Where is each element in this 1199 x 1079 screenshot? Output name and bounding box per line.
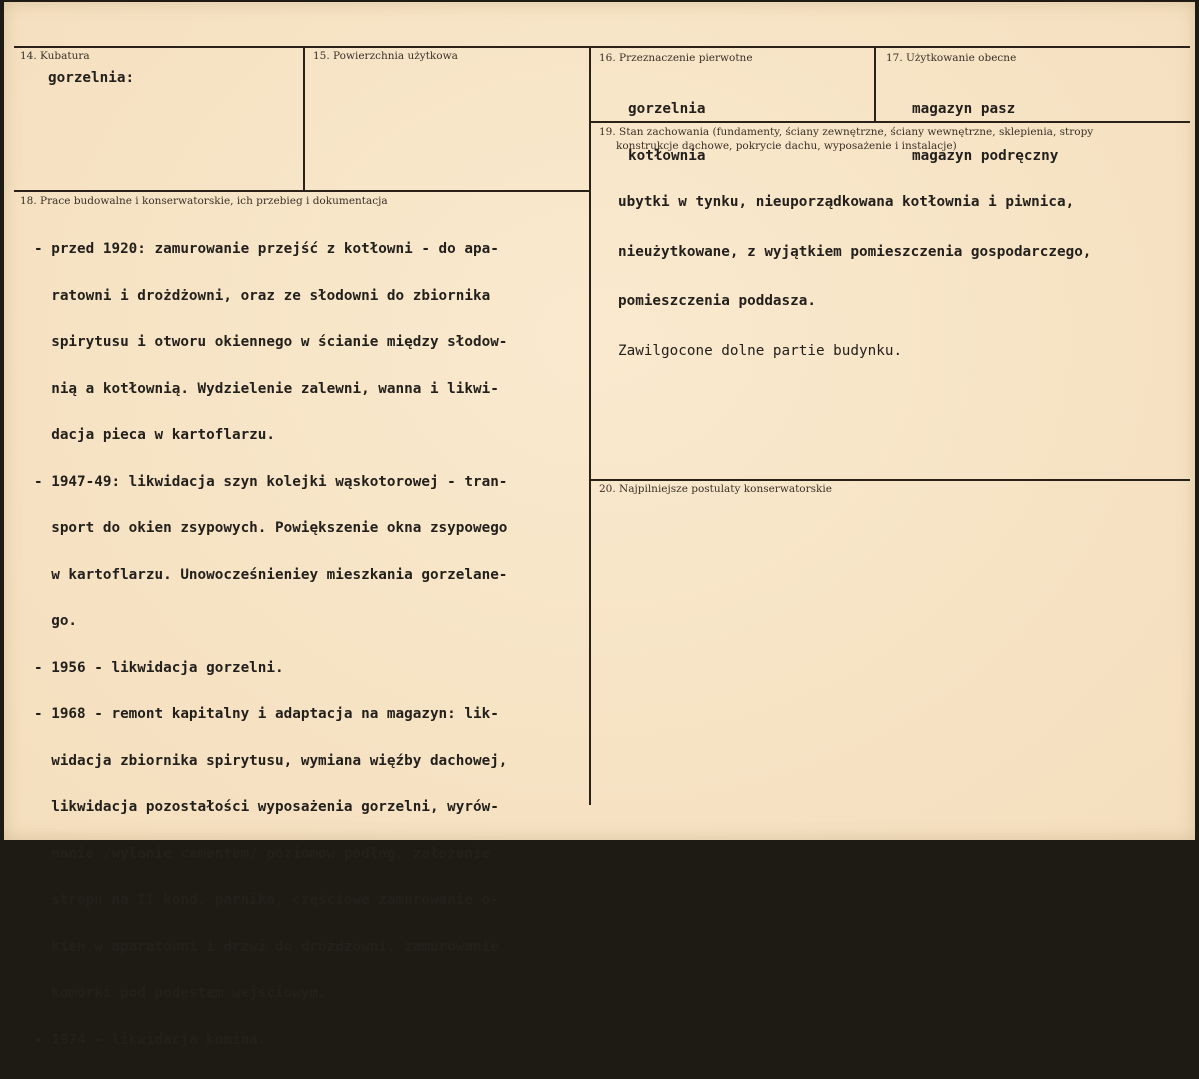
field-19-line: Zawilgocone dolne partie budynku. (618, 342, 903, 359)
field-18-line: stropu na II kond. parnika, częściowe zamurowanie o- (34, 892, 499, 908)
field-18-line: - przed 1920: zamurowanie przejść z kotłowni - do apa- (34, 241, 499, 257)
rule-above-20 (591, 479, 1190, 481)
field-18-line: - 1956 - likwidacja gorzelni. (34, 659, 284, 676)
field-19-label-line2: konstrukcje dachowe, pokrycie dachu, wyposażenie i instalacje) (616, 140, 957, 152)
field-15-label: 15. Powierzchnia użytkowa (313, 50, 458, 62)
field-18-line: nią a kotłownią. Wydzielenie zalewni, wanna i likwi- (34, 380, 499, 397)
field-16-label: 16. Przeznaczenie pierwotne (599, 52, 753, 64)
field-14-label: 14. Kubatura (20, 50, 90, 62)
field-16-line: kotłownia (628, 147, 706, 164)
field-17-line: magazyn podręczny (912, 147, 1059, 164)
field-16-line: gorzelnia (628, 101, 706, 117)
field-17-label: 17. Użytkowanie obecne (886, 52, 1017, 64)
field-18-line: likwidacja pozostałości wyposażenia gorzelni, wyrów- (34, 799, 499, 815)
field-19-value (618, 161, 1091, 392)
top-rule (14, 46, 1190, 48)
center-divider (589, 47, 591, 805)
field-18-line: - 1968 - remont kapitalny i adaptacja na magazyn: lik- (34, 706, 499, 722)
field-18-label: 18. Prace budowalne i konserwatorskie, ich przebieg i dokumentacja (20, 195, 388, 207)
field-19-line: nieużytkowane, z wyjątkiem pomieszczenia gospodarczego, (618, 243, 1092, 260)
field-18-line: - 1974 - likwidacja komina. (34, 1031, 267, 1048)
field-18-line: - 1947-49: likwidacja szyn kolejki wąskotorowej - tran- (34, 473, 508, 490)
field-20-label: 20. Najpilniejsze postulaty konserwatorskie (599, 483, 832, 495)
field-18-line: komórki pod podestem wejściowym. (34, 985, 327, 1001)
divider-14-15 (303, 47, 305, 190)
field-18-line: dacja pieca w kartoflarzu. (34, 427, 276, 443)
field-14-value: gorzelnia: (48, 70, 135, 86)
field-19-label-line1: 19. Stan zachowania (fundamenty, ściany zewnętrzne, ściany wewnętrzne, sklepienia, stropy (599, 126, 1094, 138)
field-18-line: sport do okien zsypowych. Powiększenie okna zsypowego (34, 520, 508, 536)
field-18-line: ratowni i drożdżowni, oraz ze słodowni do zbiornika (34, 287, 491, 304)
field-18-line: kien w aparatowni i drzwi do drożdżowni, zamurowanie (34, 938, 499, 955)
field-18-line: go. (34, 613, 78, 629)
field-19-line: ubytki w tynku, nieuporządkowana kotłownia i piwnica, (618, 194, 1075, 210)
field-18-line: spirytusu i otworu okiennego w ścianie między słodow- (34, 334, 508, 350)
field-18-value (34, 211, 507, 1079)
field-19-line: pomieszczenia poddasza. (618, 293, 816, 309)
rule-above-18 (14, 190, 589, 192)
record-card (4, 2, 1195, 1048)
field-18-line: widacja zbiornika spirytusu, wymiana więźby dachowej, (34, 752, 508, 769)
field-18-line: w kartoflarzu. Unowocześnieniey mieszkania gorzelane- (34, 566, 508, 583)
divider-16-17 (874, 47, 876, 121)
field-17-line: magazyn pasz (912, 101, 1016, 117)
field-18-line: nanie /wylanie cementem/ poziomów podłóg, założenie (34, 845, 491, 862)
